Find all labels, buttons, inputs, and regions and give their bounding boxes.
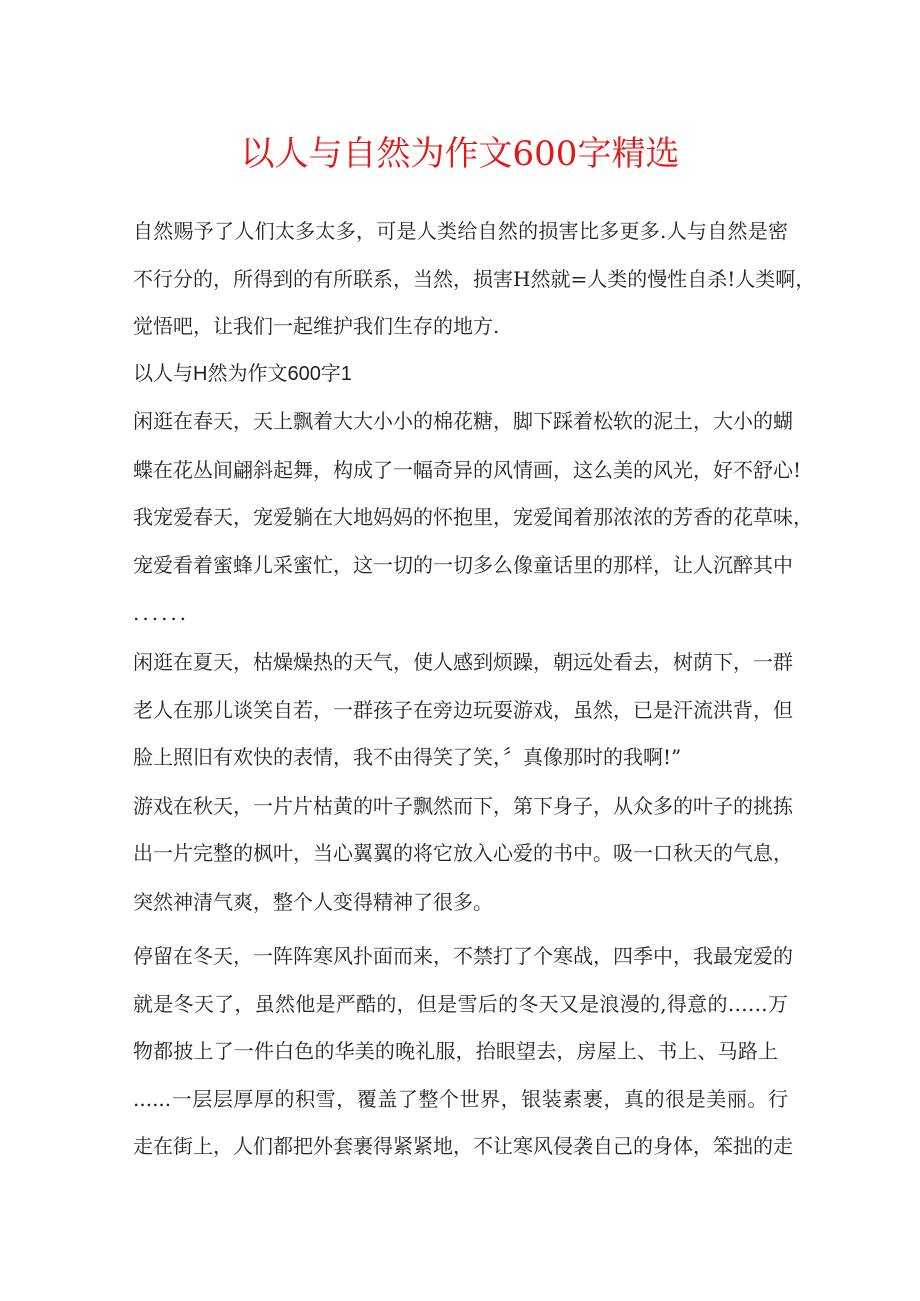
text-line: ......一层层厚厚的积雪，覆盖了整个世界，银装素裹，真的很是美丽。行: [133, 1087, 788, 1111]
text-line: 游戏在秋天，一片片枯黄的叶子飘然而下，第下身子，从众多的叶子的挑拣: [133, 794, 793, 818]
text-line: 走在街上，人们都把外套裹得紧紧地，不让寒风侵袭自己的身体，笨拙的走: [133, 1134, 793, 1158]
text-line: 宠爱看着蜜蜂儿采蜜忙，这一切的一切多么像童话里的那样，让人沉醉其中: [133, 553, 793, 577]
text-line: 闲逛在春天，天上飘着大大小小的棉花糖，脚下踩着松软的泥土，大小的蝴: [133, 409, 793, 433]
text-line: ......: [133, 601, 190, 625]
text-line: 不行分的，所得到的有所联系，当然，损害H然就=人类的慢性自杀!人类啊，: [133, 267, 816, 291]
text-line: 我宠爱春天，宠爱躺在大地妈妈的怀抱里，宠爱闻着那浓浓的芳香的花草味，: [133, 505, 813, 529]
text-line: 觉悟吧，让我们一起维护我们生存的地方.: [133, 314, 500, 338]
text-line: 蝶在花丛间翩斜起舞，构成了一幅奇异的风情画，这么美的风光，好不舒心!: [133, 458, 802, 482]
text-line: 自然赐予了人们太多太多，可是人类给自然的损害比多更多.人与自然是密: [133, 219, 788, 243]
text-line: 就是冬天了，虽然他是严酷的，但是雪后的冬天又是浪漫的,得意的……万: [133, 992, 788, 1016]
text-line: 出一片完整的枫叶，当心翼翼的将它放入心爱的书中。吸一口秋天的气息，: [133, 841, 793, 865]
text-line: 停留在冬天，一阵阵寒风扑面而来，不禁打了个寒战，四季中，我最宠爱的: [133, 944, 793, 968]
section-heading: 以人与H然为作文600字1: [133, 363, 352, 385]
text-line: 物都披上了一件白色的华美的晚礼服，抬眼望去，房屋上、书上、马路上: [133, 1039, 778, 1063]
text-line: 脸上照旧有欢快的表情，我不由得笑了笑，〞真像那时的我啊!”: [133, 745, 682, 769]
text-line: 老人在那儿谈笑自若，一群孩子在旁边玩耍游戏，虽然，已是汗流洪背，但: [133, 698, 793, 722]
text-line: 闲逛在夏天，枯燥燥热的天气，使人感到烦躁，朝远处看去，树荫下，一群: [133, 650, 793, 674]
document-title: 以人与自然为作文600字精选: [240, 134, 680, 174]
text-line: 突然神清气爽，整个人变得精神了很多。: [133, 890, 493, 914]
